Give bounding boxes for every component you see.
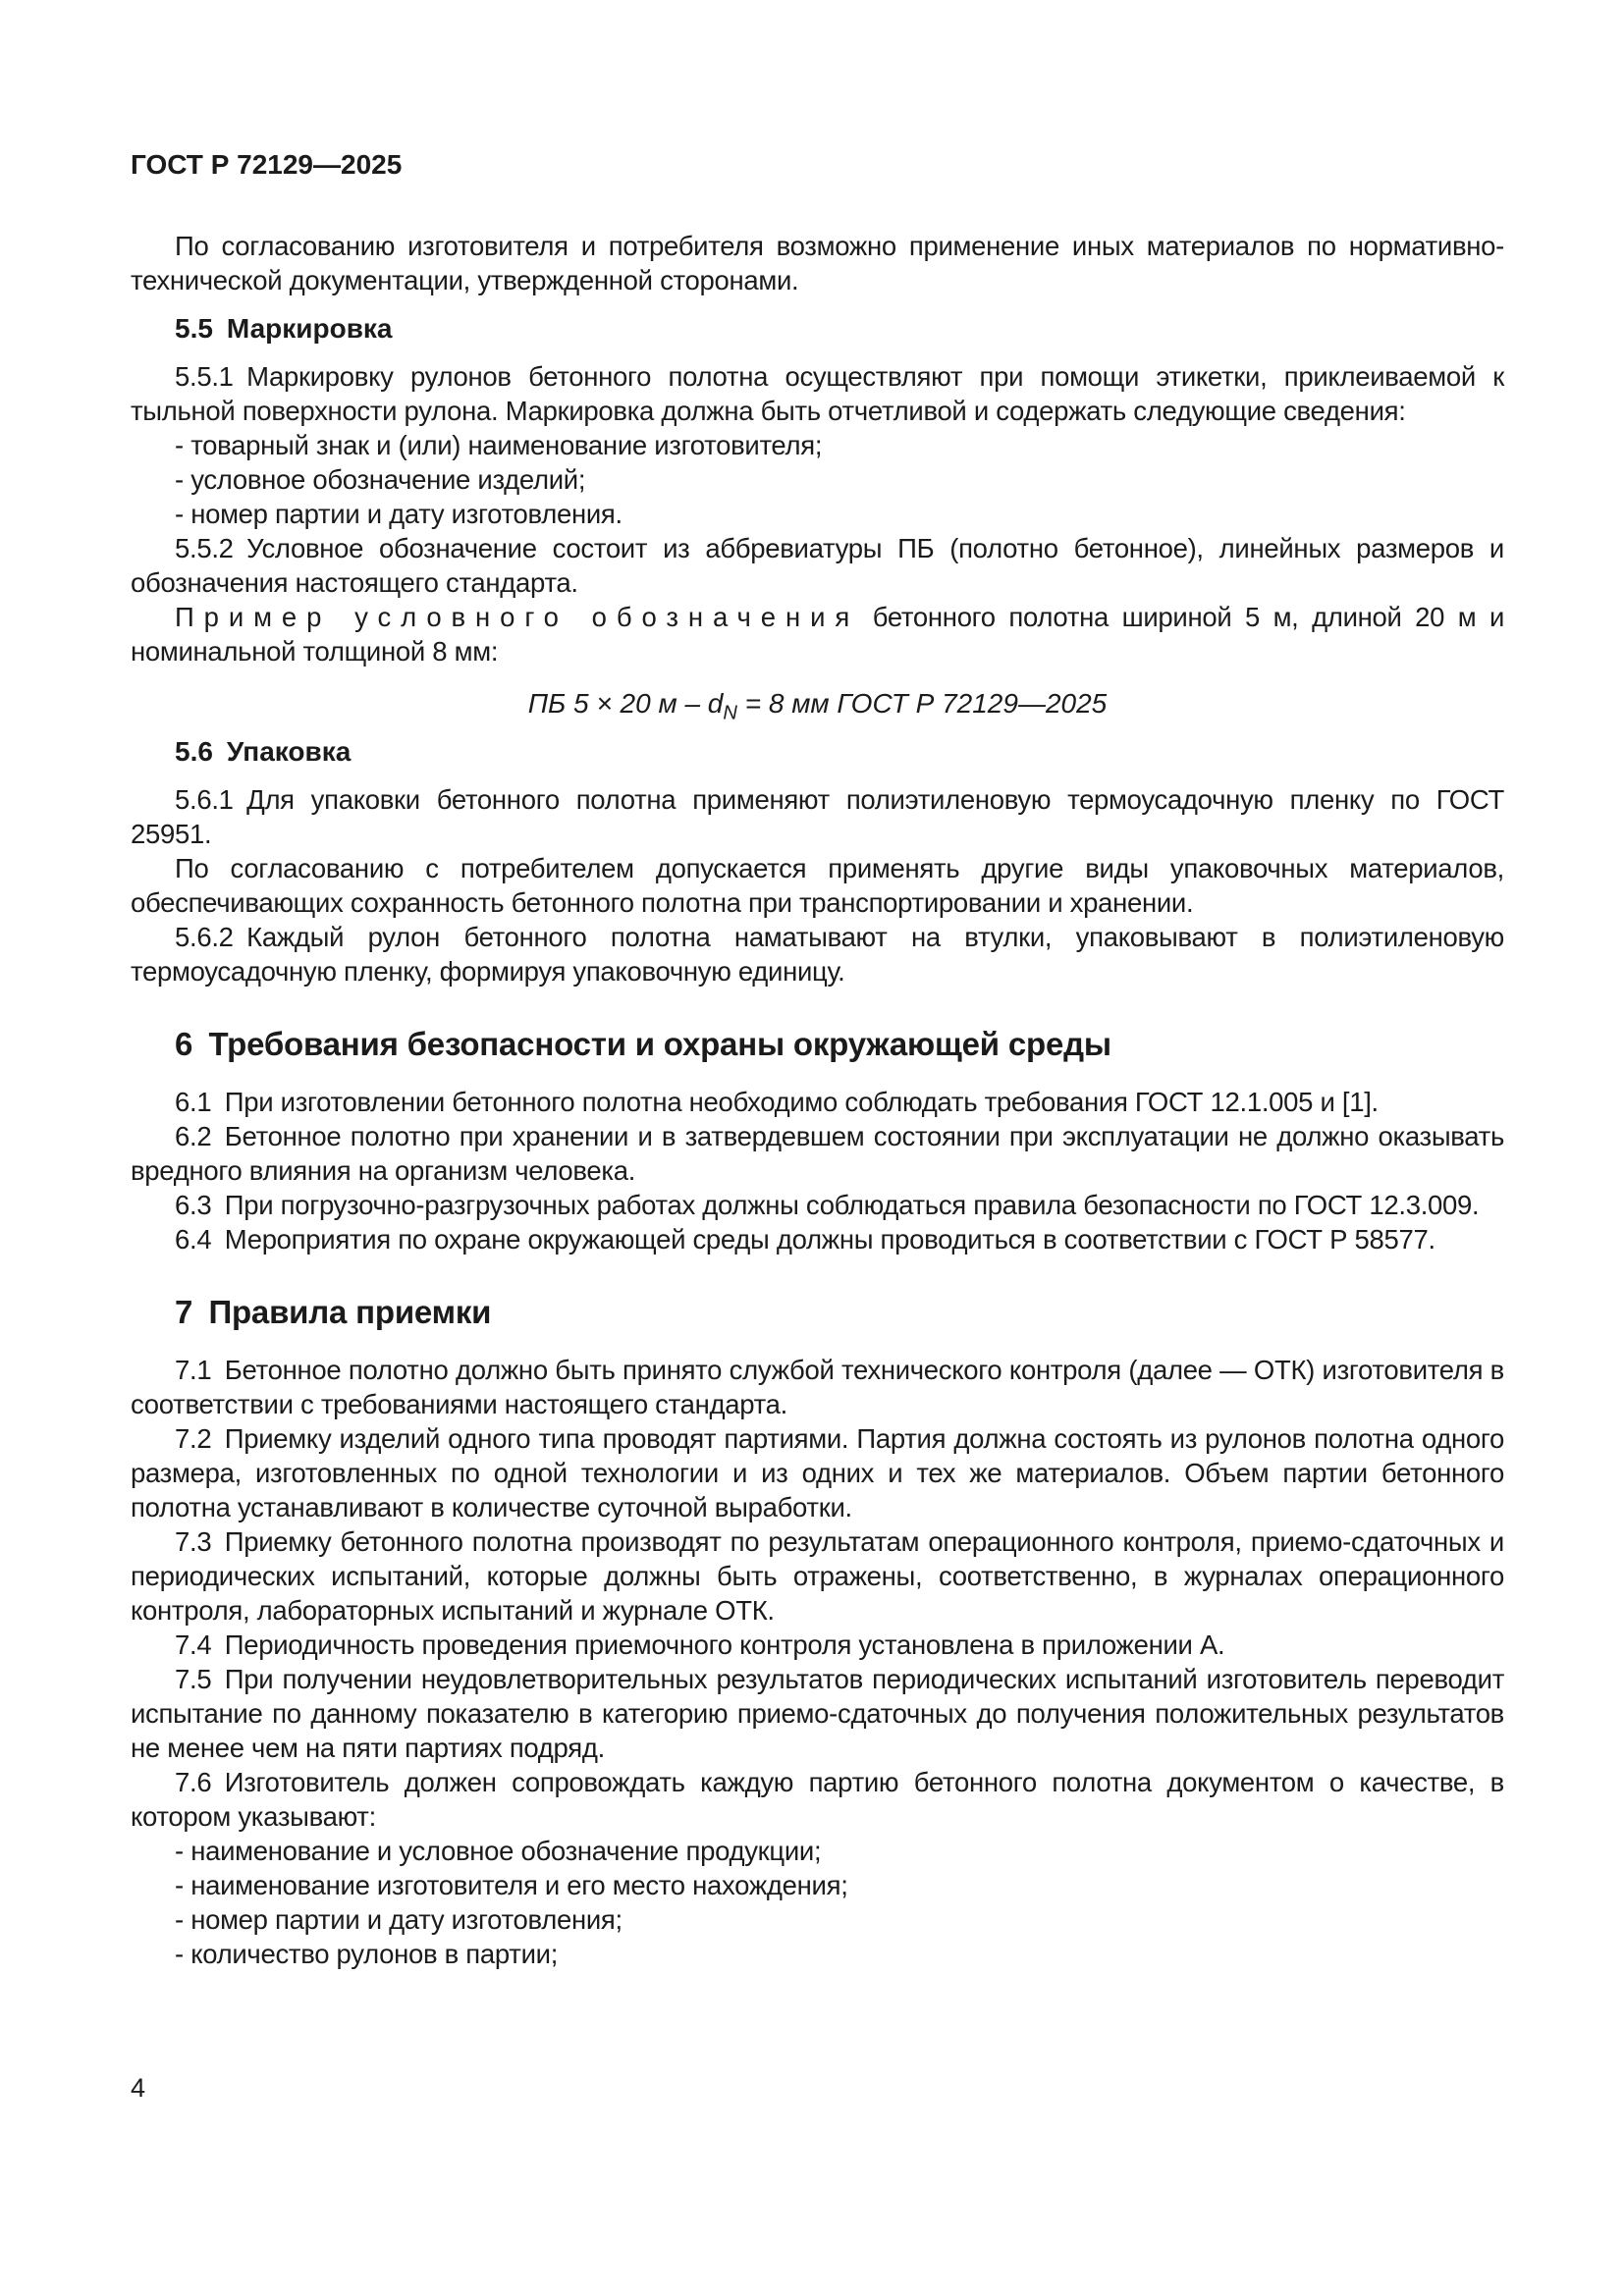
list-item: - наименование и условное обозначение продукции; — [175, 1836, 822, 1866]
page-number: 4 — [131, 2073, 146, 2103]
document-header: ГОСТ Р 72129—2025 — [131, 149, 403, 180]
paragraph: 5.6.2 Каждый рулон бетонного полотна наматывают на втулки, упаковывают в полиэтиленовую термоусадочную пленку, формируя упаковочную единицу. — [131, 922, 1504, 987]
example-lead: Пример условного обозначения — [175, 602, 860, 632]
paragraph: 6.2 Бетонное полотно при хранении и в затвердевшем состоянии при эксплуатации не должно оказывать вредного влияния на организм человека. — [131, 1121, 1504, 1186]
paragraph: 7.3 Приемку бетонного полотна производят по результатам операционного контроля, приемо-сдаточных и периодических испытаний, которые должны быть отражены, соответственно, в журналах операционного контроля, лабораторных испытаний и журнале ОТК. — [131, 1526, 1504, 1626]
example-paragraph: Пример условного обозначения бетонного полотна шириной 5 м, длиной 20 м и номинальной толщиной 8 мм: — [131, 602, 1505, 667]
section-heading: 7 Правила приемки — [175, 1294, 492, 1330]
list-item: - наименование изготовителя и его место нахождения; — [175, 1870, 848, 1900]
paragraph: 6.4 Мероприятия по охране окружающей среды должны проводиться в соответствии с ГОСТ Р 58577. — [175, 1224, 1435, 1255]
document-body — [131, 229, 1504, 1971]
paragraph: 7.1 Бетонное полотно должно быть принято службой технического контроля (далее — ОТК) изготовителя в соответствии с требованиями настоящего стандарта. — [131, 1355, 1504, 1419]
list-item: - условное обозначение изделий; — [175, 464, 586, 495]
subsection-heading: 5.5 Маркировка — [175, 313, 393, 344]
list-item: - номер партии и дату изготовления. — [175, 499, 623, 529]
paragraph: 7.5 При получении неудовлетворительных результатов периодических испытаний изготовитель переводит испытание по данному показателю в категорию приемо-сдаточных до получения положительных результатов не менее чем на пяти партиях подряд. — [131, 1664, 1504, 1763]
paragraph: 5.5.2 Условное обозначение состоит из аббревиатуры ПБ (полотно бетонное), линейных размеров и обозначения настоящего стандарта. — [131, 533, 1504, 598]
list-item: - товарный знак и (или) наименование изготовителя; — [175, 430, 823, 460]
paragraph: 7.4 Периодичность проведения приемочного контроля установлена в приложении А. — [175, 1629, 1225, 1660]
paragraph: По согласованию с потребителем допускается применять другие виды упаковочных материалов, обеспечивающих сохранность бетонного полотна при транспортировании и хранении. — [131, 853, 1504, 918]
paragraph: По согласованию изготовителя и потребителя возможно применение иных материалов по нормативно-технической документации, утвержденной сторонами. — [131, 231, 1504, 295]
paragraph: 5.5.1 Маркировку рулонов бетонного полотна осуществляют при помощи этикетки, приклеиваемой к тыльной поверхности рулона. Маркировка должна быть отчетливой и содержать следующие сведения: — [131, 361, 1504, 426]
designation-formula: ПБ 5 × 20 $м - d_N = 8$ мм ГОСТ Р 72129—2025 — [527, 688, 1108, 724]
paragraph: 6.3 При погрузочно-разгрузочных работах должны соблюдаться правила безопасности по ГОСТ 12.3.009. — [175, 1190, 1480, 1220]
section-heading: 6 Требования безопасности и охраны окружающей среды — [175, 1026, 1111, 1062]
paragraph: 7.6 Изготовитель должен сопровождать каждую партию бетонного полотна документом о качестве, в котором указывают: — [131, 1767, 1504, 1832]
list-item: - номер партии и дату изготовления; — [175, 1904, 623, 1935]
subsection-heading: 5.6 Упаковка — [175, 736, 352, 767]
paragraph: 5.6.1 Для упаковки бетонного полотна применяют полиэтиленовую термоусадочную пленку по ГОСТ 25951. — [131, 784, 1504, 849]
list-item: - количество рулонов в партии; — [175, 1939, 559, 1969]
paragraph: 7.2 Приемку изделий одного типа проводят партиями. Партия должна состоять из рулонов полотна одного размера, изготовленных по одной технологии и из одних и тех же материалов. Объем партии бетонного полотна устанавливают в количестве суточной выработки. — [131, 1423, 1504, 1522]
paragraph: 6.1 При изготовлении бетонного полотна необходимо соблюдать требования ГОСТ 12.1.005 и [1]. — [175, 1087, 1379, 1117]
